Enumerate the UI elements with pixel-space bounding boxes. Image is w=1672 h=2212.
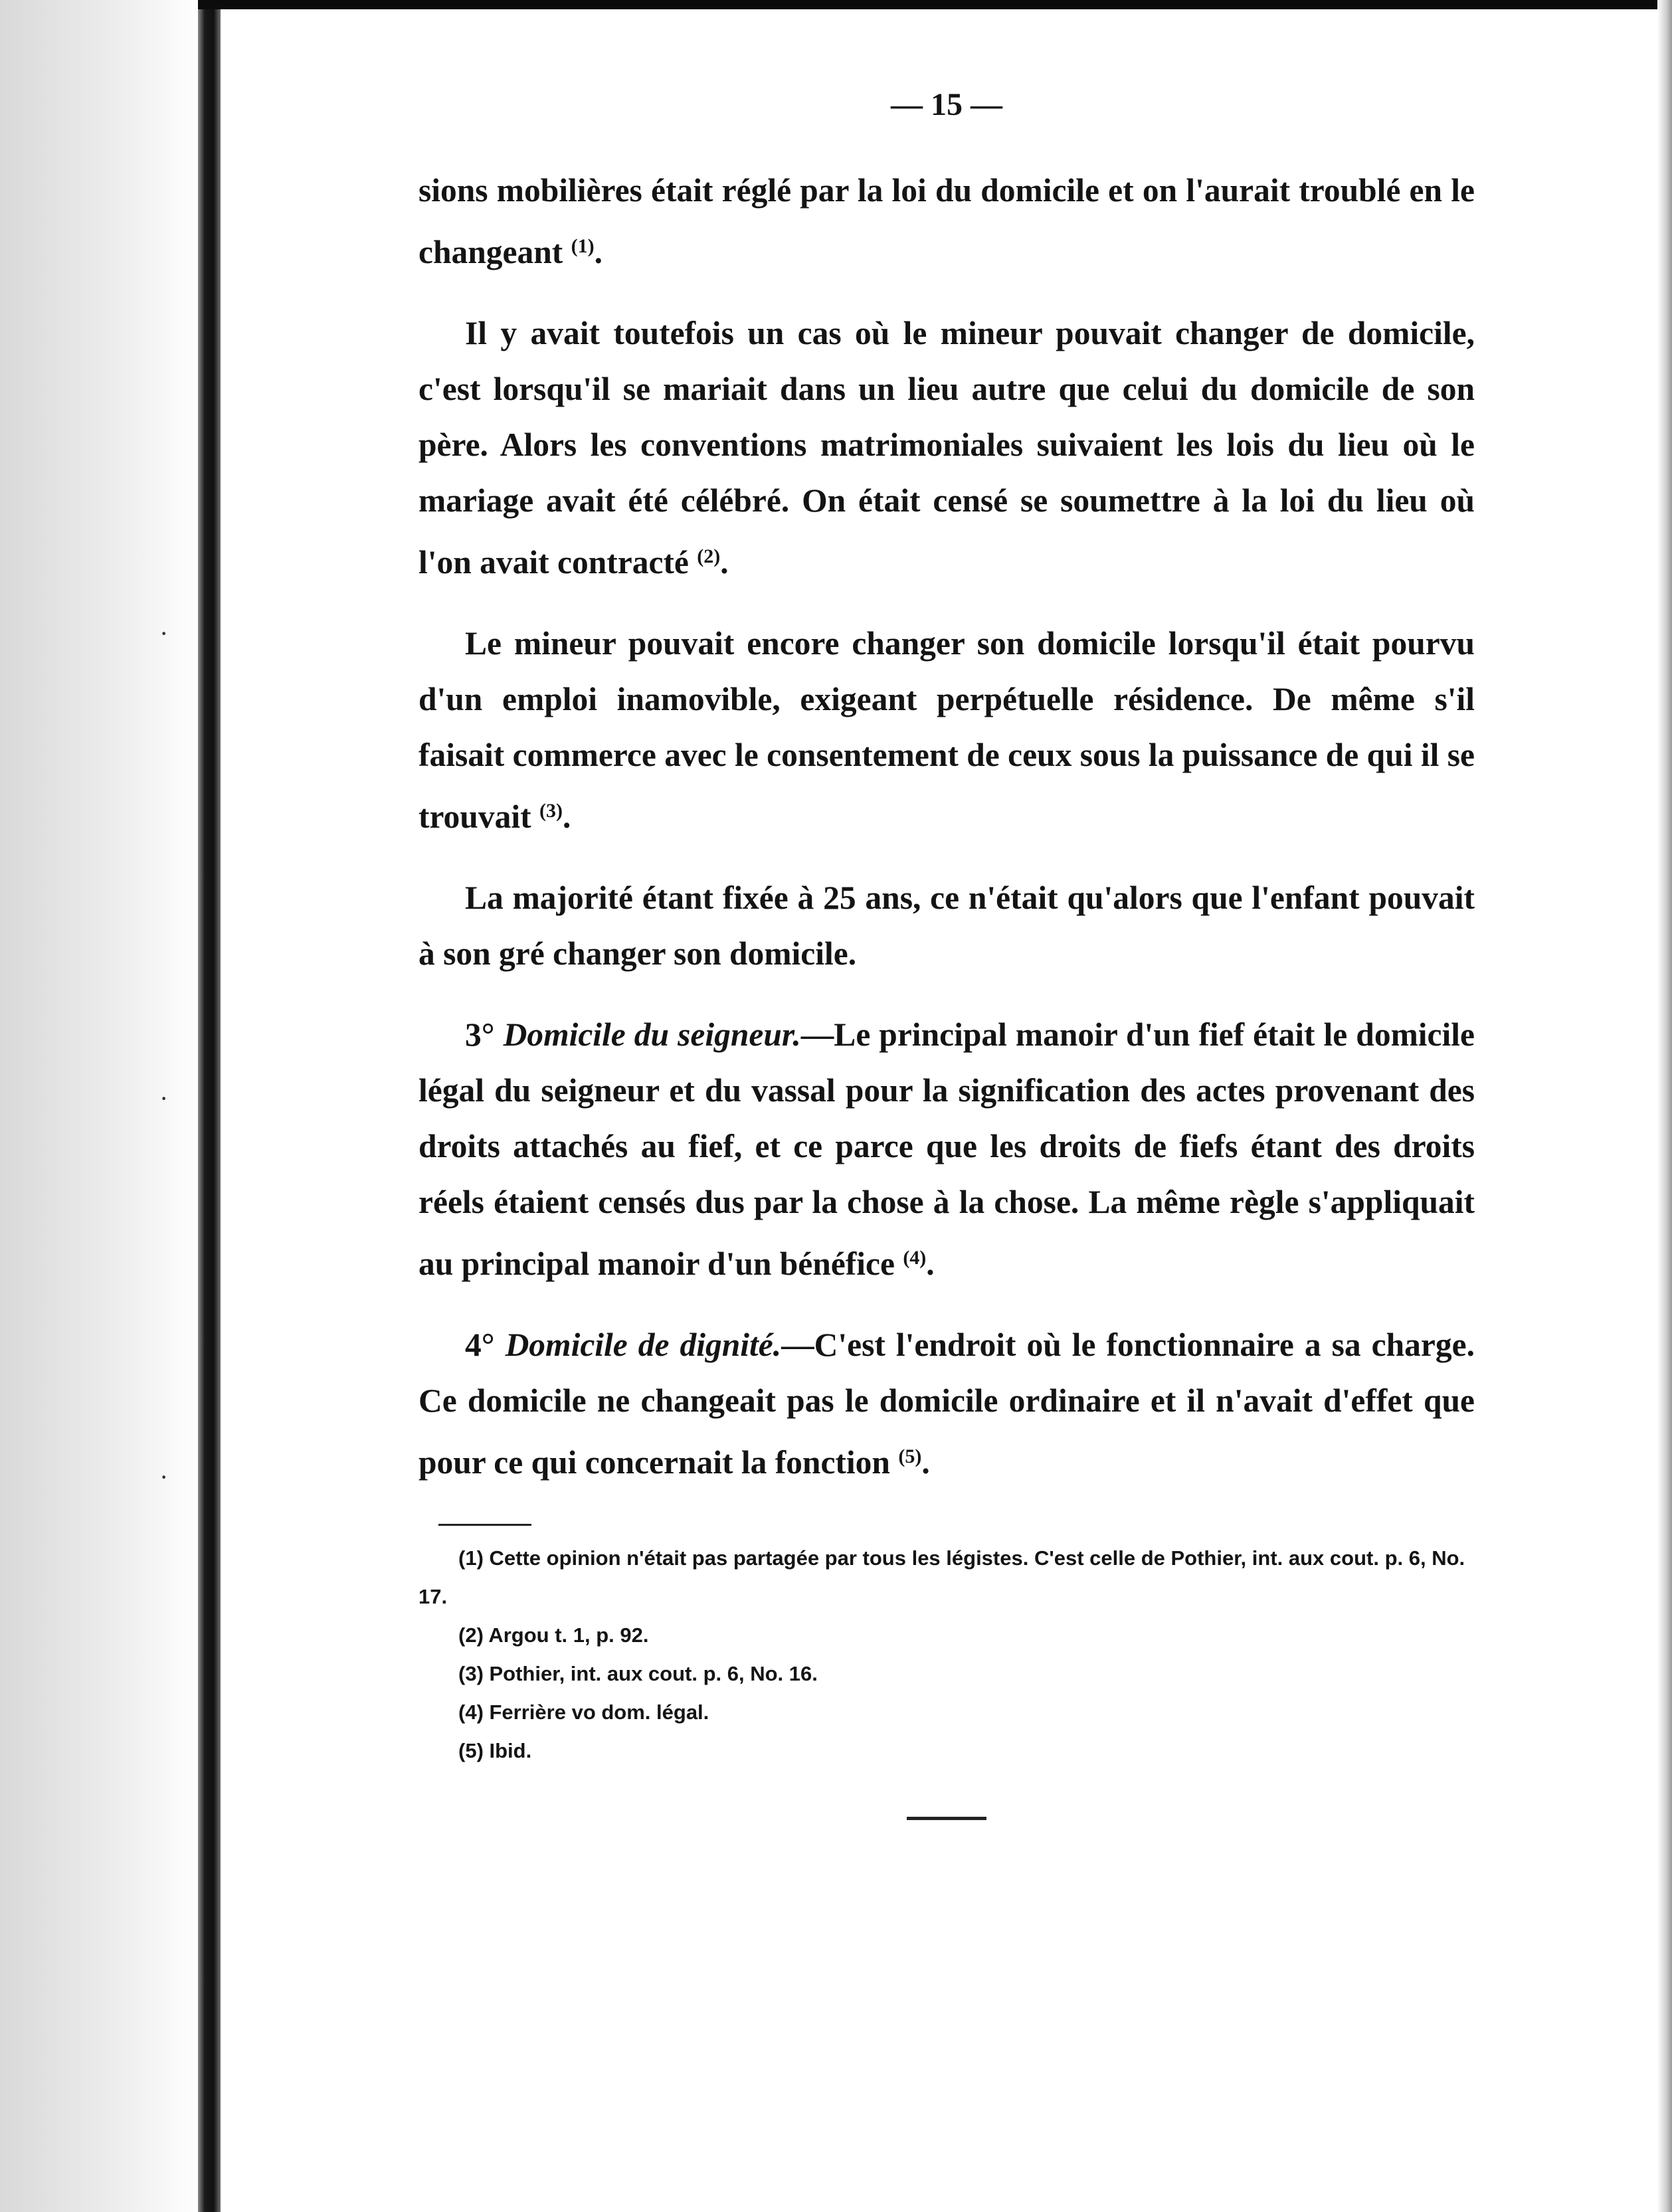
paragraph-1: sions mobilières était réglé par la loi du domicile et on l'aurait troublé en le changeant $^{(1)}$. — [418, 172, 1475, 270]
margin-mark: · — [159, 1083, 169, 1113]
section-heading-dignite: Domicile de dignité. — [505, 1327, 782, 1363]
footnote-2: (2) Argou t. 1, p. 92. — [458, 1623, 649, 1647]
book-spine — [198, 0, 221, 2212]
footnote-4: (4) Ferrière vo dom. légal. — [458, 1701, 709, 1724]
paragraph-6: 4° Domicile de dignité.—C'est l'endroit où le fonctionnaire a sa charge. Ce domicile ne changeait pas le domicile ordinaire et il n'avait d'effet que pour ce qui concernait la fonction $^{(5)}$. — [418, 1327, 1475, 1481]
footnotes — [418, 1539, 1475, 1770]
margin-mark: · — [159, 618, 169, 648]
footnote-3: (3) Pothier, int. aux cout. p. 6, No. 16. — [458, 1662, 818, 1685]
top-edge-shadow — [198, 0, 1672, 9]
footnote-ref-2: (2) — [697, 545, 721, 567]
footnote-ref-3: (3) — [539, 800, 563, 822]
paragraph-5: 3° Domicile du seigneur.—Le principal manoir d'un fief était le domicile légal du seigneur et du vassal pour la signification des actes provenant des droits attachés au fief, et ce parce que les droits de fiefs étant des droits réels étaient censés dus par la chose à la chose. La même règle s'appliquait au principal manoir d'un bénéfice $^{(4)}$. — [418, 1016, 1475, 1282]
right-edge-shadow — [1657, 0, 1672, 2212]
footnote-1: (1) Cette opinion n'était pas partagée par tous les légistes. C'est celle de Pothier, int. aux cout. p. 6, No. 17. — [418, 1546, 1465, 1608]
end-rule — [907, 1817, 986, 1820]
footnote-ref-5: (5) — [898, 1445, 922, 1467]
binding-shadow — [0, 0, 199, 2212]
paragraph-4: La majorité étant fixée à 25 ans, ce n'était qu'alors que l'enfant pouvait à son gré changer son domicile. — [418, 879, 1475, 972]
footnote-separator — [438, 1524, 531, 1526]
footnote-ref-4: (4) — [903, 1247, 927, 1269]
paragraph-3: Le mineur pouvait encore changer son domicile lorsqu'il était pourvu d'un emploi inamovible, exigeant perpétuelle résidence. De même s'il faisait commerce avec le consentement de ceux sous la puissance de qui il se trouvait $^{(3)}$. — [418, 625, 1475, 835]
margin-mark: · — [159, 1462, 169, 1492]
paragraph-2: Il y avait toutefois un cas où le mineur pouvait changer de domicile, c'est lorsqu'il se mariait dans un lieu autre que celui du domicile de son père. Alors les conventions matrimoniales suivaient les lois du lieu où le mariage avait été célébré. On était censé se soumettre à la loi du lieu où l'on avait contracté $^{(2)}$. — [418, 315, 1475, 581]
section-heading-seigneur: Domicile du seigneur. — [503, 1016, 801, 1053]
page-body — [418, 86, 1475, 1820]
page-number: — 15 — — [891, 87, 1002, 122]
footnote-ref-1: (1) — [571, 235, 595, 257]
footnote-5: (5) Ibid. — [458, 1739, 532, 1762]
